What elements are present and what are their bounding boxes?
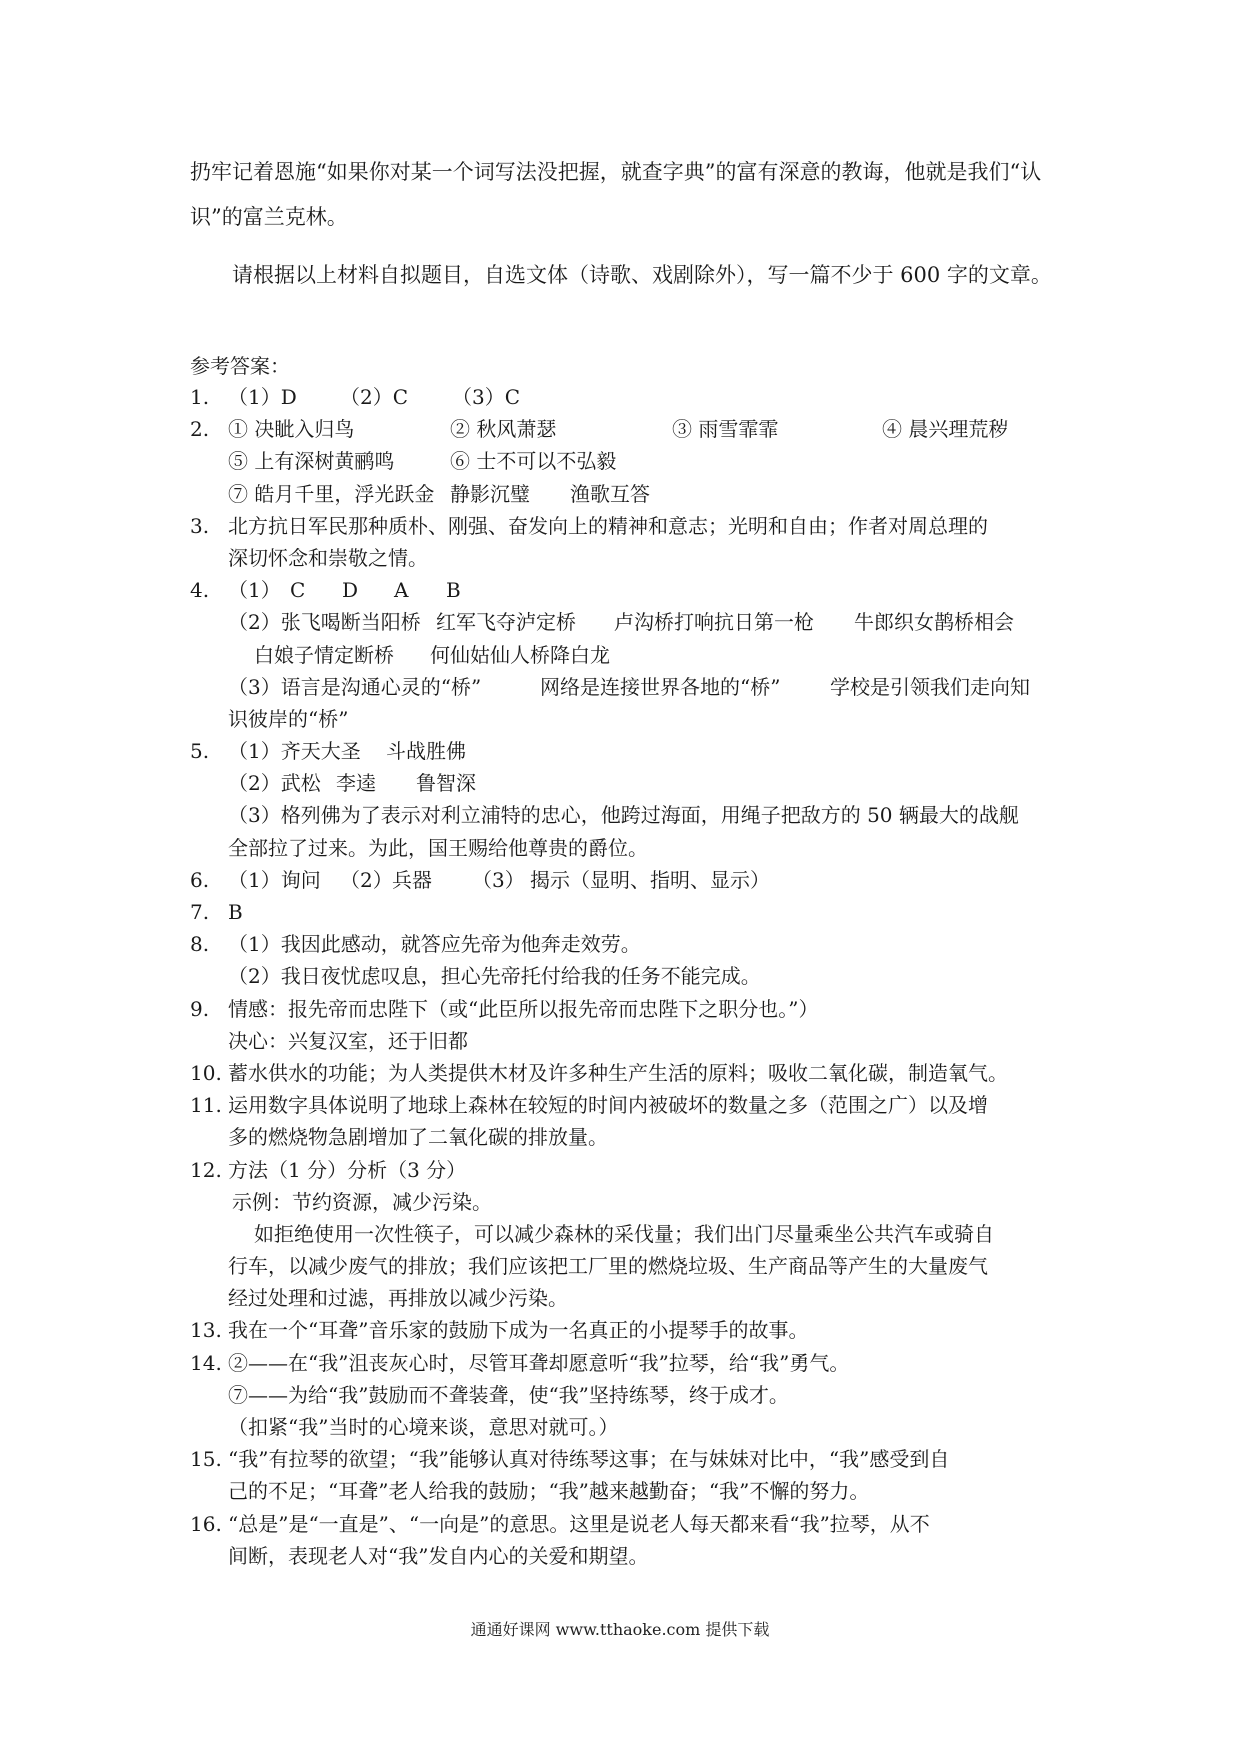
- answer-text: 蓄水供水的功能；为人类提供木材及许多种生产生活的原料；吸收二氧化碳，制造氧气。: [228, 1060, 1008, 1085]
- answer-text: 行车，以减少废气的排放；我们应该把工厂里的燃烧垃圾、生产商品等产生的大量废气: [228, 1254, 988, 1279]
- answer-number: 13.: [190, 1318, 222, 1343]
- answer-text: （1）我因此感动，就答应先帝为他奔走效劳。: [228, 932, 641, 957]
- answer-number: 15.: [190, 1447, 222, 1472]
- answer-number: 3.: [190, 513, 210, 538]
- answer-number: 16.: [190, 1511, 222, 1536]
- answer-text: （扣紧“我”当时的心境来谈，意思对就可。）: [228, 1415, 619, 1439]
- answer-text: 深切怀念和崇敬之情。: [228, 545, 428, 570]
- answer-14-note: [190, 1411, 1070, 1443]
- answer-text: 如拒绝使用一次性筷子，可以减少森林的采伐量；我们出门尽量乘坐公共汽车或骑自: [254, 1221, 994, 1246]
- answer-14: [190, 1347, 1070, 1379]
- answer-part: 网络是连接世界各地的“桥”: [540, 674, 781, 699]
- page-footer: 通通好课网 www.tthaoke.com 提供下载: [470, 1620, 770, 1639]
- answer-4-part-3-cont: [190, 703, 1070, 735]
- answer-11: [190, 1089, 1070, 1121]
- answer-number: 8.: [190, 932, 210, 957]
- answer-16: [190, 1508, 1070, 1540]
- answer-part: （1）询问: [228, 867, 321, 892]
- answer-3: [190, 510, 1070, 542]
- answer-2-line-3: [190, 478, 1070, 510]
- answer-part: B: [446, 578, 461, 603]
- answer-8-part-2: [190, 960, 1070, 992]
- essay-text-line-1: 扔牢记着恩施“如果你对某一个词写法没把握，就查字典”的富有深意的教诲，他就是我们“认: [190, 160, 1042, 184]
- answer-15-line-2: [190, 1475, 1070, 1507]
- answer-part: A: [394, 578, 409, 603]
- answer-number: 4.: [190, 578, 210, 603]
- answer-text: 北方抗日军民那种质朴、刚强、奋发向上的精神和意志；光明和自由；作者对周总理的: [228, 513, 988, 538]
- answer-9-line-2: [190, 1025, 1070, 1057]
- answer-part: （3）C: [452, 385, 521, 409]
- answer-part: 何仙姑仙人桥降白龙: [430, 642, 610, 667]
- answer-15: [190, 1443, 1070, 1475]
- answer-part: 白娘子情定断桥: [254, 642, 394, 667]
- answer-text: ②——在“我”沮丧灰心时，尽管耳聋却愿意听“我”拉琴，给“我”勇气。: [228, 1350, 850, 1375]
- answer-12-line-3: [190, 1218, 1070, 1250]
- answer-part: ② 秋风萧瑟: [450, 417, 557, 442]
- answer-part: （2）武松: [228, 771, 321, 796]
- answer-part: 静影沉璧: [450, 481, 530, 506]
- answer-part: C: [290, 578, 306, 603]
- answer-text: （2）我日夜忧虑叹息，担心先帝托付给我的任务不能完成。: [228, 964, 761, 989]
- answer-8: [190, 928, 1070, 960]
- answer-5-part-2: [190, 767, 1070, 799]
- answer-part: 渔歌互答: [570, 481, 650, 506]
- answer-part: ③ 雨雪霏霏: [672, 417, 779, 442]
- answer-text: 间断，表现老人对“我”发自内心的关爱和期望。: [228, 1543, 649, 1568]
- answer-text: 全部拉了过来。为此，国王赐给他尊贵的爵位。: [228, 835, 648, 860]
- answer-part: （2）张飞喝断当阳桥: [228, 610, 421, 635]
- answer-part: D: [342, 578, 359, 603]
- answer-5-part-3-cont: [190, 832, 1070, 864]
- answer-text: （3）格列佛为了表示对利立浦特的忠心，他跨过海面，用绳子把敌方的 50 辆最大的战舰: [228, 803, 1019, 828]
- answer-11-line-2: [190, 1121, 1070, 1153]
- answer-text: 识彼岸的“桥”: [228, 706, 349, 731]
- answer-16-line-2: [190, 1540, 1070, 1572]
- answer-part: （3）: [472, 867, 525, 892]
- answer-4-part-3: [190, 671, 1070, 703]
- answer-list: [190, 381, 1070, 1572]
- answer-12-line-5: [190, 1282, 1070, 1314]
- answer-number: 5.: [190, 739, 210, 764]
- answer-10: [190, 1057, 1070, 1089]
- answer-text: “我”有拉琴的欲望；“我”能够认真对待练琴这事；在与妹妹对比中，“我”感受到自: [228, 1447, 950, 1472]
- answer-part: （1）D: [228, 385, 297, 409]
- answer-part: 李逵: [336, 771, 376, 796]
- answer-number: 1.: [190, 385, 210, 409]
- answer-part: ④ 晨兴理荒秽: [882, 417, 1009, 442]
- answer-7: [190, 896, 1070, 928]
- answer-12-line-4: [190, 1250, 1070, 1282]
- answer-text: ⑦——为给“我”鼓励而不聋装聋，使“我”坚持练琴，终于成才。: [228, 1382, 789, 1407]
- answer-part: （2）C: [340, 385, 409, 409]
- answer-number: 6.: [190, 867, 210, 892]
- answer-part: （3）语言是沟通心灵的“桥”: [228, 674, 482, 699]
- answer-text: “总是”是“一直是”、“一向是”的意思。这里是说老人每天都来看“我”拉琴，从不: [228, 1511, 930, 1536]
- answer-2-line-2: [190, 445, 1070, 477]
- answer-part: 红军飞夺泸定桥: [436, 610, 576, 635]
- answer-part: （2）: [340, 867, 393, 892]
- answer-3-line-2: [190, 542, 1070, 574]
- answer-2: [190, 413, 1070, 445]
- answer-part: 鲁智深: [416, 771, 476, 796]
- answer-12: [190, 1154, 1070, 1186]
- answer-part: 学校是引领我们走向知: [830, 674, 1030, 699]
- answer-12-example: [190, 1186, 1070, 1218]
- answer-part: ⑥ 士不可以不弘毅: [450, 449, 617, 474]
- answer-5-part-3: [190, 799, 1070, 831]
- answer-text: 示例：节约资源，减少污染。: [232, 1189, 492, 1214]
- answer-text: 多的燃烧物急剧增加了二氧化碳的排放量。: [228, 1125, 608, 1150]
- answer-part: 斗战胜佛: [386, 739, 466, 764]
- answers-title: 参考答案：: [190, 354, 290, 378]
- essay-text-line-2: 识”的富兰克林。: [190, 205, 348, 229]
- answer-5: [190, 735, 1070, 767]
- answer-1: [190, 381, 1070, 413]
- answer-text: 经过处理和过滤，再排放以减少污染。: [228, 1286, 568, 1311]
- answer-part: 兵器: [392, 867, 432, 892]
- answer-part: ① 决眦入归鸟: [228, 417, 355, 442]
- answer-text: 方法（1 分）分析（3 分）: [228, 1157, 467, 1182]
- answer-number: 7.: [190, 900, 210, 924]
- answer-14-line-2: [190, 1379, 1070, 1411]
- answer-part: ⑤ 上有深树黄鹂鸣: [228, 449, 395, 474]
- answer-number: 14.: [190, 1350, 222, 1375]
- answer-part: 卢沟桥打响抗日第一枪: [614, 610, 814, 635]
- answer-part: 揭示（显明、指明、显示）: [530, 867, 770, 892]
- answer-4: [190, 574, 1070, 606]
- answer-number: 11.: [190, 1093, 222, 1118]
- answer-6: [190, 864, 1070, 896]
- answer-part: 牛郎织女鹊桥相会: [854, 610, 1014, 635]
- answer-number: 9.: [190, 996, 210, 1021]
- answer-part: （1）齐天大圣: [228, 739, 361, 764]
- answer-part: （1）: [228, 578, 281, 603]
- answer-4-part-2-cont: [190, 639, 1070, 671]
- answer-text: 我在一个“耳聋”音乐家的鼓励下成为一名真正的小提琴手的故事。: [228, 1318, 809, 1343]
- answer-13: [190, 1314, 1070, 1346]
- answer-4-part-2: [190, 606, 1070, 638]
- essay-instruction: 请根据以上材料自拟题目，自选文体（诗歌、戏剧除外），写一篇不少于 600 字的文章。: [232, 263, 1052, 287]
- answer-number: 12.: [190, 1157, 222, 1182]
- answer-part: ⑦ 皓月千里，浮光跃金: [228, 481, 435, 506]
- answer-text: 运用数字具体说明了地球上森林在较短的时间内被破坏的数量之多（范围之广）以及增: [228, 1093, 988, 1118]
- answer-text: 己的不足；“耳聋”老人给我的鼓励；“我”越来越勤奋；“我”不懈的努力。: [228, 1479, 870, 1504]
- answer-part: B: [228, 900, 243, 924]
- answer-text: 决心：兴复汉室，还于旧都: [228, 1028, 468, 1053]
- answer-number: 2.: [190, 417, 210, 442]
- answer-number: 10.: [190, 1060, 222, 1085]
- answer-text: 情感：报先帝而忠陛下（或“此臣所以报先帝而忠陛下之职分也。”）: [228, 996, 819, 1021]
- answer-9: [190, 993, 1070, 1025]
